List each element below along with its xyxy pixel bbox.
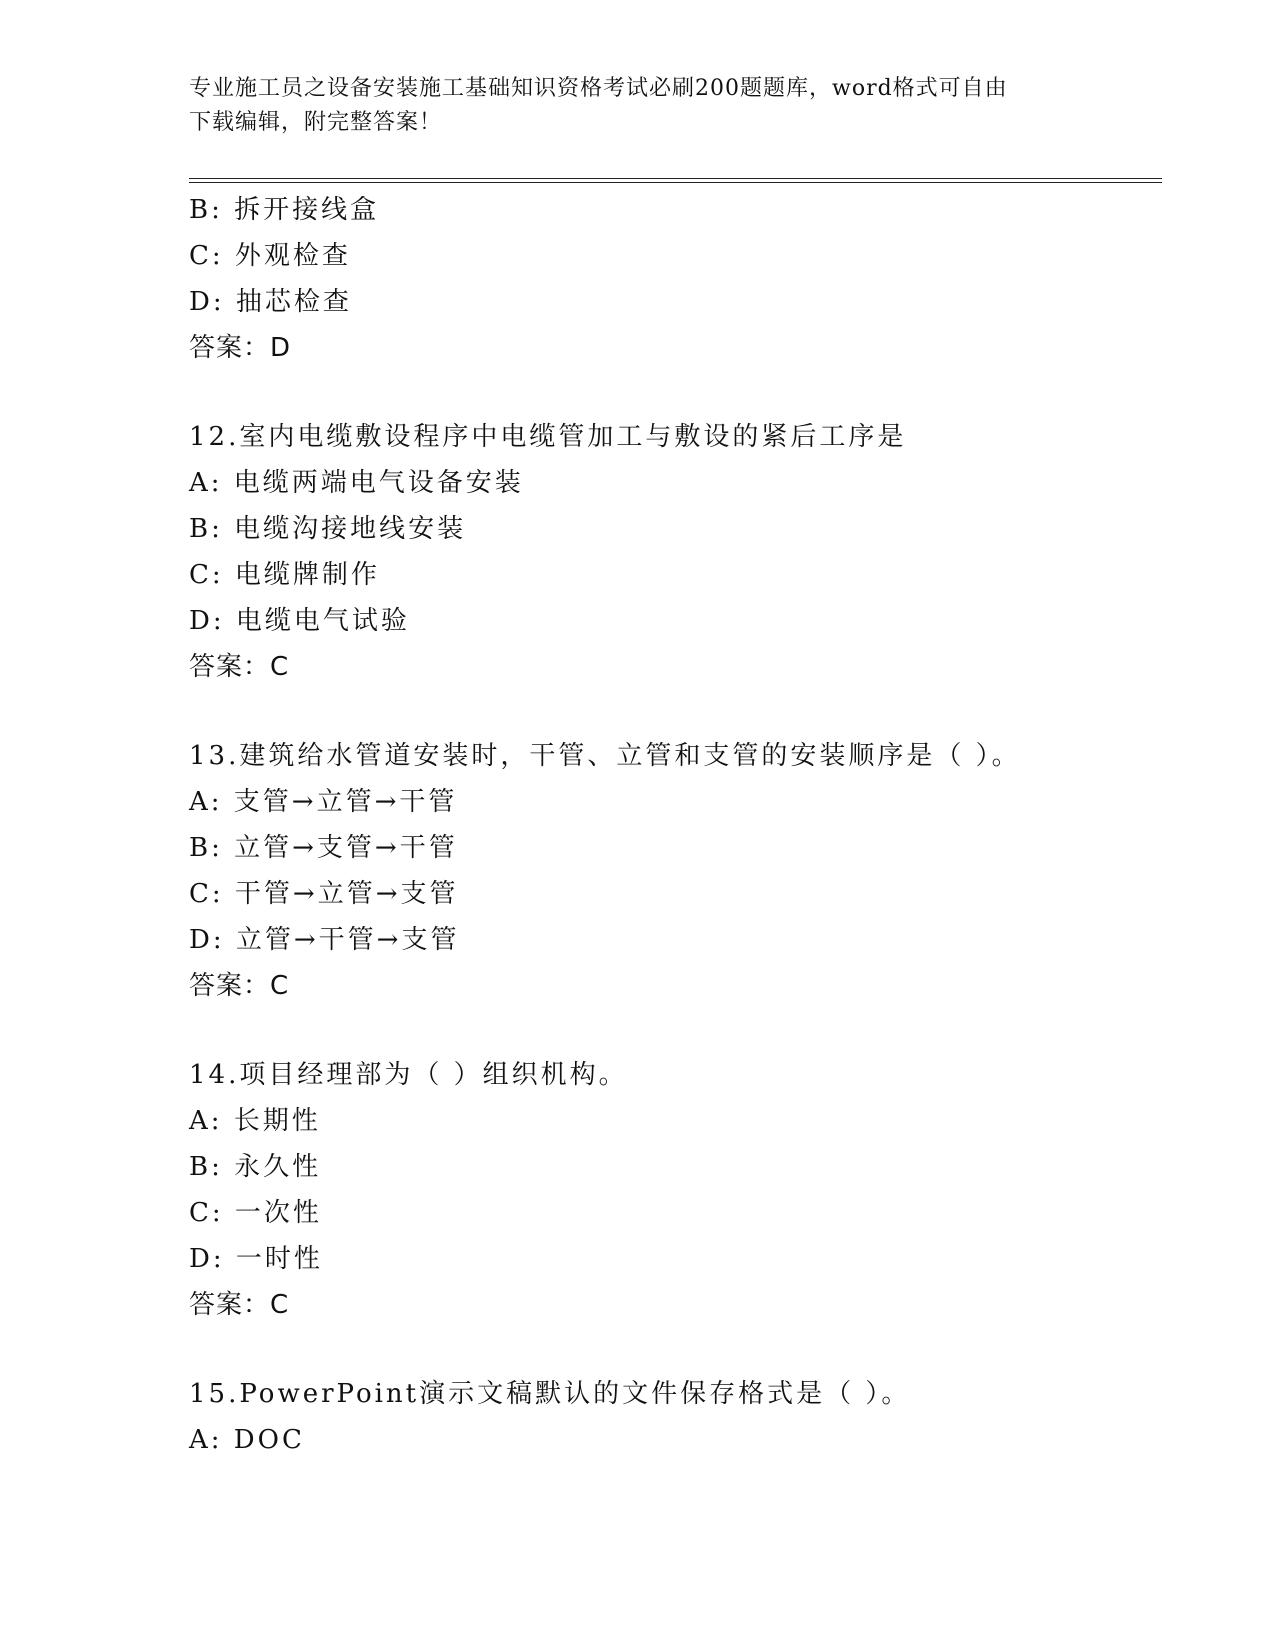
question-title: 13.建筑给水管道安装时，干管、立管和支管的安装顺序是（ ）。 — [189, 741, 1021, 771]
option-c: C: 外观检查 — [189, 241, 351, 271]
option-a: A: 长期性 — [189, 1106, 321, 1136]
header-divider-bottom — [189, 182, 1162, 183]
option-d: D: 一时性 — [189, 1244, 323, 1274]
option-b: B: 立管→支管→干管 — [189, 833, 458, 863]
option-a: A: 支管→立管→干管 — [189, 787, 458, 817]
header-line-1: 专业施工员之设备安装施工基础知识资格考试必刷200题题库，word格式可自由 — [189, 76, 1008, 101]
question-title: 12.室内电缆敷设程序中电缆管加工与敷设的紧后工序是 — [189, 422, 907, 452]
document-header — [189, 72, 1089, 140]
answer-line: 答案：C — [189, 652, 290, 682]
option-b: B: 拆开接线盒 — [189, 195, 380, 225]
question-title: 15.PowerPoint演示文稿默认的文件保存格式是（ ）。 — [189, 1379, 911, 1409]
option-a: A: DOC — [189, 1425, 305, 1455]
option-c: C: 电缆牌制作 — [189, 560, 380, 590]
answer-line: 答案：C — [189, 1290, 290, 1320]
option-b: B: 永久性 — [189, 1152, 322, 1182]
answer-line: 答案：C — [189, 971, 290, 1001]
answer-line: 答案：D — [189, 333, 292, 363]
question-13 — [189, 733, 1169, 1009]
question-content — [189, 187, 1169, 1463]
question-15 — [189, 1371, 1169, 1463]
option-a: A: 电缆两端电气设备安装 — [189, 468, 524, 498]
option-c: C: 干管→立管→支管 — [189, 879, 459, 909]
question-title: 14.项目经理部为（ ）组织机构。 — [189, 1060, 628, 1090]
question-14 — [189, 1052, 1169, 1328]
option-b: B: 电缆沟接地线安装 — [189, 514, 467, 544]
option-d: D: 立管→干管→支管 — [189, 925, 460, 955]
question-12 — [189, 414, 1169, 690]
option-d: D: 电缆电气试验 — [189, 606, 410, 636]
header-line-2: 下载编辑，附完整答案！ — [189, 110, 443, 135]
option-d: D: 抽芯检查 — [189, 287, 352, 317]
question-11-continued — [189, 187, 1169, 371]
header-divider-top — [189, 178, 1162, 179]
option-c: C: 一次性 — [189, 1198, 322, 1228]
